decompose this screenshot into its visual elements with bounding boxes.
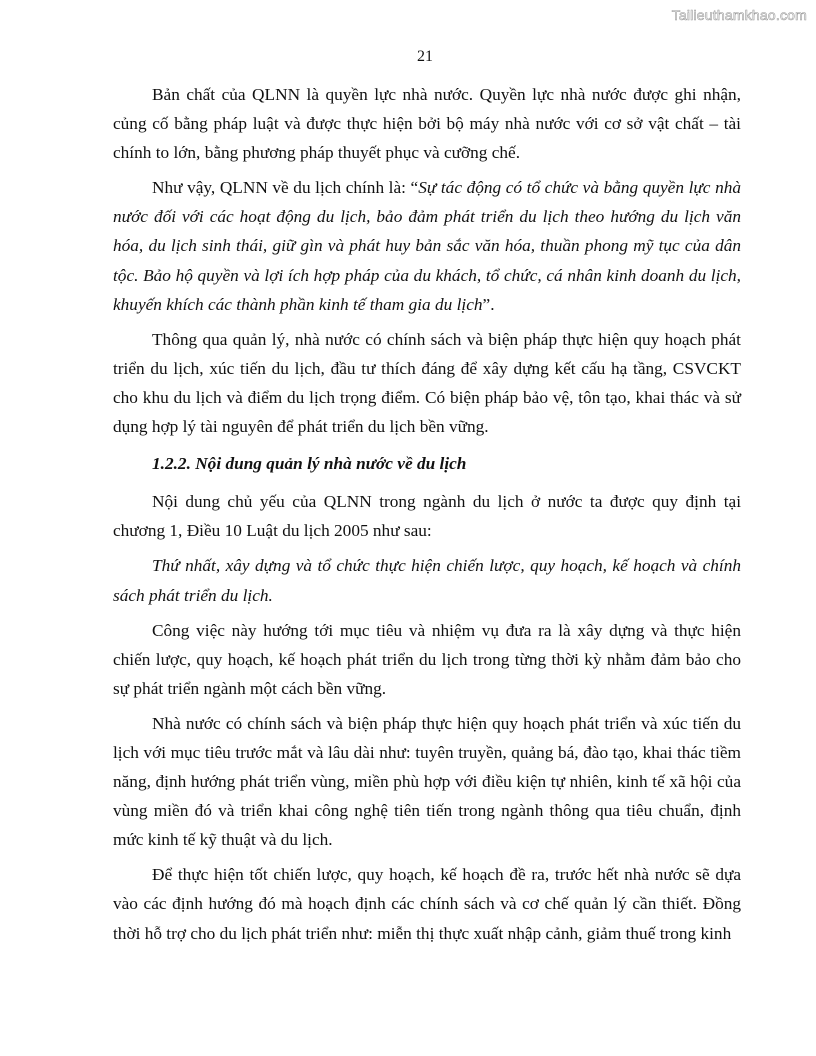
paragraph-first-point: Thứ nhất, xây dựng và tổ chức thực hiện chiến lược, quy hoạch, kế hoạch và chính sách phát triển du lịch.	[113, 556, 741, 605]
page-number: 21	[417, 48, 433, 65]
paragraph-implementation: Để thực hiện tốt chiến lược, quy hoạch, kế hoạch đề ra, trước hết nhà nước sẽ dựa vào các định hướng đó mà hoạch định các chính sách và cơ chế quản lý cần thiết. Đồng thời hỗ trợ cho du lịch phát triển như: miễn thị thực xuất nhập cảnh, giảm thuế trong kinh	[113, 865, 741, 943]
paragraph-main-content: Nội dung chủ yếu của QLNN trong ngành du lịch ở nước ta được quy định tại chương 1, Điều 10 Luật du lịch 2005 như sau:	[113, 492, 741, 541]
paragraph-qlnn-definition	[113, 173, 741, 318]
definition-tail: ”.	[482, 294, 495, 314]
document-body	[113, 80, 741, 948]
watermark-text: Tailieuthamkhao.com	[671, 7, 807, 23]
section-heading: 1.2.2. Nội dung quản lý nhà nước về du lịch	[152, 454, 467, 474]
definition-lead: Như vậy, QLNN về du lịch chính là: “	[152, 178, 419, 198]
paragraph-management-policy: Thông qua quản lý, nhà nước có chính sách và biện pháp thực hiện quy hoạch phát triển du lịch, xúc tiến du lịch, đầu tư thích đáng để xây dựng kết cấu hạ tầng, CSVCKT cho khu du lịch và điểm du lịch trọng điểm. Có biện pháp bảo vệ, tôn tạo, khai thác và sử dụng hợp lý tài nguyên để phát triển du lịch bền vững.	[113, 329, 741, 437]
paragraph-state-policy: Nhà nước có chính sách và biện pháp thực hiện quy hoạch phát triển và xúc tiến du lịch với mục tiêu trước mắt và lâu dài như: tuyên truyền, quảng bá, đào tạo, khai thác tiềm năng, định hướng phát triển vùng, miền phù hợp với điều kiện tự nhiên, kinh tế xã hội của vùng miền đó và triển khai công nghệ tiên tiến trong ngành thông qua tiêu chuẩn, định mức kinh tế kỹ thuật và du lịch.	[113, 713, 741, 850]
paragraph-qlnn-nature: Bản chất của QLNN là quyền lực nhà nước. Quyền lực nhà nước được ghi nhận, củng cố bằng pháp luật và được thực hiện bởi bộ máy nhà nước với cơ sở vật chất – tài chính to lớn, bằng phương pháp thuyết phục và cưỡng chế.	[113, 85, 741, 163]
definition-quote: Sự tác động có tổ chức và bằng quyền lực nhà nước đối với các hoạt động du lịch, bảo đảm phát triển du lịch theo hướng du lịch văn hóa, du lịch sinh thái, giữ gìn và phát huy bản sắc văn hóa, thuần phong mỹ tục của dân tộc. Bảo hộ quyền và lợi ích hợp pháp của du khách, tổ chức, cá nhân kinh doanh du lịch, khuyến khích các thành phần kinh tế tham gia du lịch	[113, 178, 741, 314]
paragraph-work-goal: Công việc này hướng tới mục tiêu và nhiệm vụ đưa ra là xây dựng và thực hiện chiến lược, quy hoạch, kế hoạch phát triển du lịch trong từng thời kỳ nhằm đảm bảo cho sự phát triển ngành một cách bền vững.	[113, 620, 741, 698]
